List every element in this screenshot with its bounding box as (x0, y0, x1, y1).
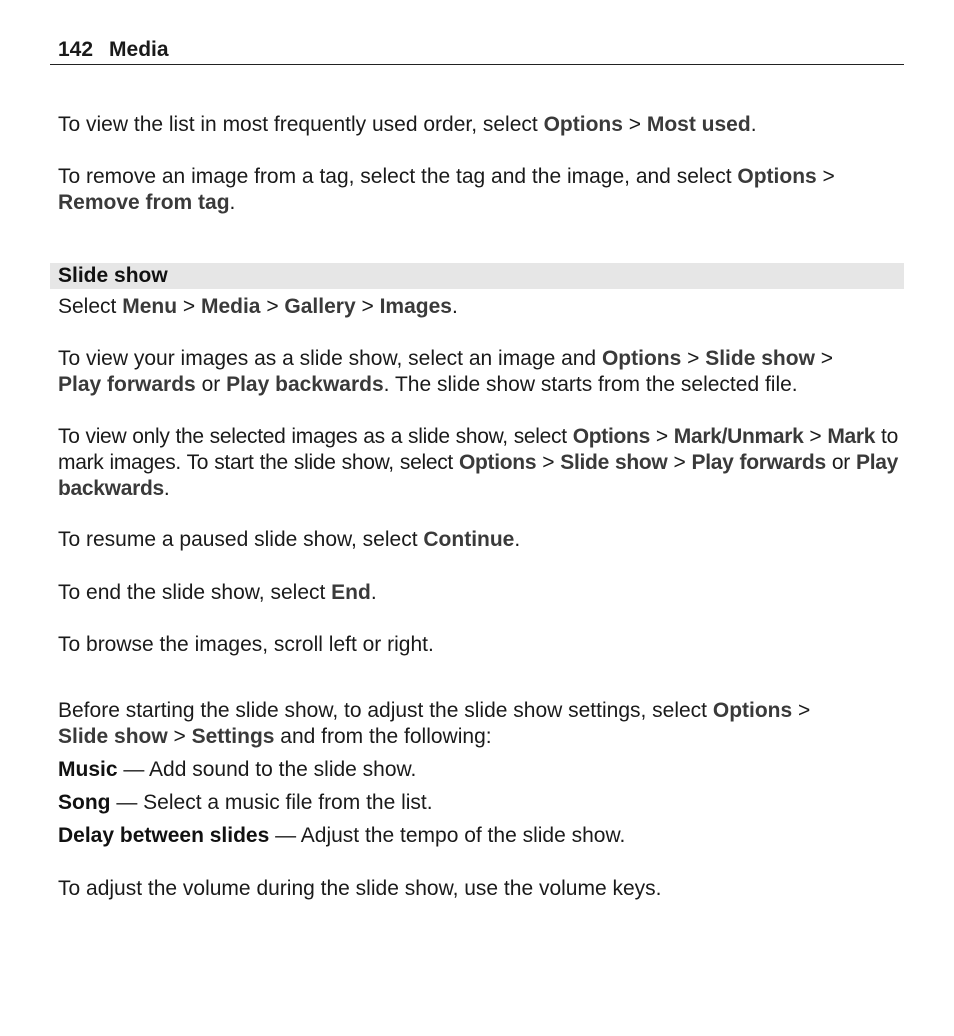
page-header (50, 36, 904, 65)
paragraph-menu-path: Select Menu > Media > Gallery > Images. (58, 295, 458, 318)
paragraph-end: To end the slide show, select End. (58, 581, 377, 604)
paragraph-resume: To resume a paused slide show, select Continue. (58, 528, 521, 551)
page-number: 142 (58, 38, 94, 61)
paragraph-view-slideshow: To view your images as a slide show, select an image and Options > Slide show > Play forwards or Play backwards. The slide show starts from the selected file. (58, 347, 834, 396)
section-heading: Slide show (50, 263, 904, 289)
setting-delay: Delay between slides — Adjust the tempo of the slide show. (58, 824, 626, 847)
chapter-title: Media (109, 38, 169, 61)
paragraph-browse: To browse the images, scroll left or right. (58, 633, 434, 656)
paragraph-settings-intro: Before starting the slide show, to adjust the slide show settings, select Options > Slide show > Settings and from the following: (58, 699, 811, 748)
paragraph-most-used: To view the list in most frequently used order, select Options > Most used. (58, 113, 757, 136)
setting-song: Song — Select a music file from the list. (58, 791, 433, 814)
paragraph-remove-tag: To remove an image from a tag, select the tag and the image, and select Options > Remove from tag. (58, 165, 835, 214)
paragraph-selected-images: To view only the selected images as a slide show, select Options > Mark/Unmark > Mark to mark images. To start the slide show, select Options > Slide show > Play forwards or Play backwards. (58, 425, 898, 500)
paragraph-volume: To adjust the volume during the slide show, use the volume keys. (58, 877, 662, 900)
setting-music: Music — Add sound to the slide show. (58, 758, 417, 781)
